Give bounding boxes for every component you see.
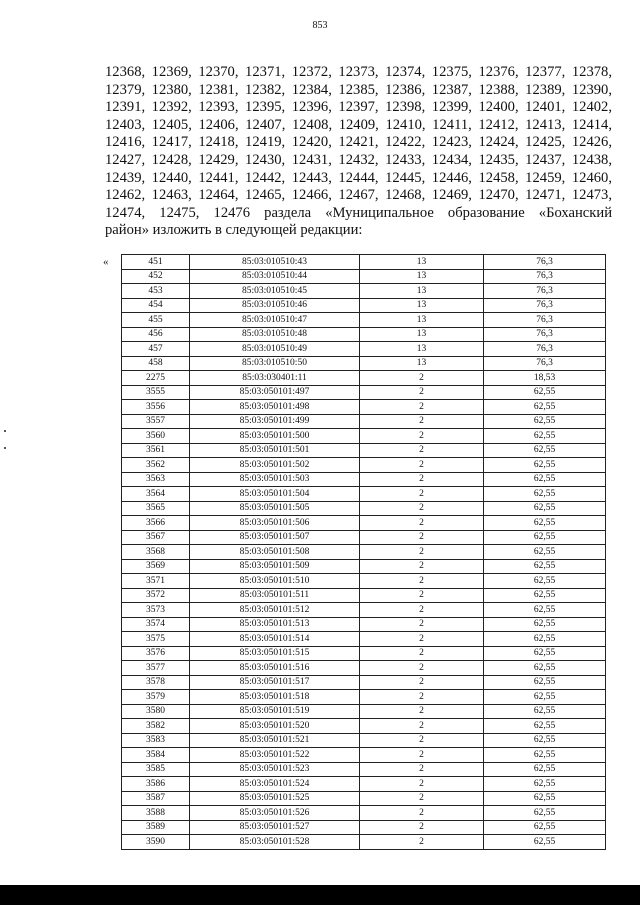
row-number-cell: 3582 bbox=[122, 719, 190, 734]
area-cell: 62,55 bbox=[484, 632, 606, 647]
cadastral-number-cell: 85:03:050101:498 bbox=[190, 400, 360, 415]
cadastral-number-cell: 85:03:050101:514 bbox=[190, 632, 360, 647]
count-cell: 2 bbox=[360, 632, 484, 647]
row-number-cell: 3576 bbox=[122, 646, 190, 661]
area-cell: 62,55 bbox=[484, 501, 606, 516]
area-cell: 62,55 bbox=[484, 675, 606, 690]
cadastral-number-cell: 85:03:010510:50 bbox=[190, 356, 360, 371]
count-cell: 13 bbox=[360, 255, 484, 270]
row-number-cell: 3566 bbox=[122, 516, 190, 531]
count-cell: 2 bbox=[360, 385, 484, 400]
row-number-cell: 3569 bbox=[122, 559, 190, 574]
row-number-cell: 3565 bbox=[122, 501, 190, 516]
row-number-cell: 3568 bbox=[122, 545, 190, 560]
intro-line: 12474, 12475, 12476 раздела «Муниципальное образование «Боханский bbox=[105, 204, 612, 221]
area-cell: 62,55 bbox=[484, 617, 606, 632]
table-body bbox=[122, 255, 606, 850]
table-row bbox=[122, 501, 606, 516]
intro-line: 12416, 12417, 12418, 12419, 12420, 12421, 12422, 12423, 12424, 12425, 12426, bbox=[105, 134, 612, 151]
area-cell: 62,55 bbox=[484, 516, 606, 531]
table-row bbox=[122, 574, 606, 589]
table-row bbox=[122, 516, 606, 531]
area-cell: 62,55 bbox=[484, 748, 606, 763]
area-cell: 62,55 bbox=[484, 400, 606, 415]
count-cell: 2 bbox=[360, 400, 484, 415]
cadastral-number-cell: 85:03:010510:49 bbox=[190, 342, 360, 357]
row-number-cell: 3589 bbox=[122, 820, 190, 835]
row-number-cell: 3577 bbox=[122, 661, 190, 676]
cadastral-number-cell: 85:03:050101:505 bbox=[190, 501, 360, 516]
cadastral-number-cell: 85:03:050101:509 bbox=[190, 559, 360, 574]
cadastral-number-cell: 85:03:050101:518 bbox=[190, 690, 360, 705]
intro-paragraph bbox=[105, 64, 612, 240]
row-number-cell: 456 bbox=[122, 327, 190, 342]
scan-speck bbox=[4, 430, 6, 432]
area-cell: 62,55 bbox=[484, 588, 606, 603]
table-row bbox=[122, 719, 606, 734]
row-number-cell: 3575 bbox=[122, 632, 190, 647]
row-number-cell: 3578 bbox=[122, 675, 190, 690]
intro-line: 12462, 12463, 12464, 12465, 12466, 12467, 12468, 12469, 12470, 12471, 12473, bbox=[105, 187, 612, 204]
table-row bbox=[122, 704, 606, 719]
scan-bottom-edge bbox=[0, 885, 640, 905]
row-number-cell: 3584 bbox=[122, 748, 190, 763]
table-row bbox=[122, 777, 606, 792]
area-cell: 18,53 bbox=[484, 371, 606, 386]
cadastral-number-cell: 85:03:050101:502 bbox=[190, 458, 360, 473]
cadastral-number-cell: 85:03:010510:47 bbox=[190, 313, 360, 328]
cadastral-number-cell: 85:03:050101:504 bbox=[190, 487, 360, 502]
row-number-cell: 3567 bbox=[122, 530, 190, 545]
row-number-cell: 452 bbox=[122, 269, 190, 284]
area-cell: 62,55 bbox=[484, 603, 606, 618]
area-cell: 76,3 bbox=[484, 284, 606, 299]
count-cell: 2 bbox=[360, 371, 484, 386]
intro-line: 12439, 12440, 12441, 12442, 12443, 12444, 12445, 12446, 12458, 12459, 12460, bbox=[105, 169, 612, 186]
table-row bbox=[122, 661, 606, 676]
scan-speck bbox=[4, 447, 6, 449]
table-row bbox=[122, 675, 606, 690]
area-cell: 62,55 bbox=[484, 835, 606, 850]
count-cell: 2 bbox=[360, 733, 484, 748]
area-cell: 62,55 bbox=[484, 733, 606, 748]
row-number-cell: 3556 bbox=[122, 400, 190, 415]
row-number-cell: 3555 bbox=[122, 385, 190, 400]
table-row bbox=[122, 588, 606, 603]
table-row bbox=[122, 762, 606, 777]
row-number-cell: 3564 bbox=[122, 487, 190, 502]
count-cell: 13 bbox=[360, 298, 484, 313]
area-cell: 62,55 bbox=[484, 646, 606, 661]
cadastral-number-cell: 85:03:050101:508 bbox=[190, 545, 360, 560]
table-row bbox=[122, 255, 606, 270]
area-cell: 62,55 bbox=[484, 429, 606, 444]
row-number-cell: 3586 bbox=[122, 777, 190, 792]
table-row bbox=[122, 748, 606, 763]
count-cell: 2 bbox=[360, 414, 484, 429]
count-cell: 2 bbox=[360, 646, 484, 661]
cadastral-number-cell: 85:03:010510:46 bbox=[190, 298, 360, 313]
table-row bbox=[122, 806, 606, 821]
cadastral-number-cell: 85:03:050101:528 bbox=[190, 835, 360, 850]
intro-line: 12427, 12428, 12429, 12430, 12431, 12432, 12433, 12434, 12435, 12437, 12438, bbox=[105, 151, 612, 168]
row-number-cell: 3560 bbox=[122, 429, 190, 444]
cadastral-number-cell: 85:03:050101:521 bbox=[190, 733, 360, 748]
area-cell: 62,55 bbox=[484, 806, 606, 821]
table-row bbox=[122, 429, 606, 444]
area-cell: 62,55 bbox=[484, 777, 606, 792]
count-cell: 2 bbox=[360, 588, 484, 603]
intro-line: 12391, 12392, 12393, 12395, 12396, 12397, 12398, 12399, 12400, 12401, 12402, bbox=[105, 99, 612, 116]
row-number-cell: 3580 bbox=[122, 704, 190, 719]
cadastral-number-cell: 85:03:010510:45 bbox=[190, 284, 360, 299]
cadastral-number-cell: 85:03:050101:520 bbox=[190, 719, 360, 734]
area-cell: 76,3 bbox=[484, 313, 606, 328]
area-cell: 62,55 bbox=[484, 559, 606, 574]
page-number: 853 bbox=[312, 20, 328, 31]
cadastral-number-cell: 85:03:050101:510 bbox=[190, 574, 360, 589]
area-cell: 76,3 bbox=[484, 255, 606, 270]
count-cell: 13 bbox=[360, 269, 484, 284]
intro-line: район» изложить в следующей редакции: bbox=[105, 222, 363, 239]
area-cell: 62,55 bbox=[484, 820, 606, 835]
area-cell: 76,3 bbox=[484, 269, 606, 284]
opening-quote-mark: « bbox=[103, 256, 109, 268]
cadastral-number-cell: 85:03:050101:517 bbox=[190, 675, 360, 690]
cadastral-number-cell: 85:03:050101:499 bbox=[190, 414, 360, 429]
count-cell: 13 bbox=[360, 342, 484, 357]
area-cell: 62,55 bbox=[484, 530, 606, 545]
cadastral-number-cell: 85:03:050101:500 bbox=[190, 429, 360, 444]
table-row bbox=[122, 400, 606, 415]
count-cell: 13 bbox=[360, 313, 484, 328]
table-row bbox=[122, 385, 606, 400]
count-cell: 2 bbox=[360, 530, 484, 545]
cadastral-number-cell: 85:03:050101:523 bbox=[190, 762, 360, 777]
table-row bbox=[122, 269, 606, 284]
area-cell: 62,55 bbox=[484, 661, 606, 676]
count-cell: 2 bbox=[360, 487, 484, 502]
count-cell: 2 bbox=[360, 617, 484, 632]
cadastral-number-cell: 85:03:050101:527 bbox=[190, 820, 360, 835]
row-number-cell: 3572 bbox=[122, 588, 190, 603]
count-cell: 13 bbox=[360, 284, 484, 299]
count-cell: 2 bbox=[360, 762, 484, 777]
cadastral-number-cell: 85:03:050101:516 bbox=[190, 661, 360, 676]
row-number-cell: 3561 bbox=[122, 443, 190, 458]
table-row bbox=[122, 603, 606, 618]
table-row bbox=[122, 835, 606, 850]
row-number-cell: 455 bbox=[122, 313, 190, 328]
count-cell: 2 bbox=[360, 835, 484, 850]
area-cell: 62,55 bbox=[484, 414, 606, 429]
table-row bbox=[122, 487, 606, 502]
area-cell: 62,55 bbox=[484, 545, 606, 560]
row-number-cell: 3563 bbox=[122, 472, 190, 487]
table-row bbox=[122, 690, 606, 705]
cadastral-number-cell: 85:03:050101:513 bbox=[190, 617, 360, 632]
cadastral-number-cell: 85:03:050101:506 bbox=[190, 516, 360, 531]
area-cell: 62,55 bbox=[484, 719, 606, 734]
row-number-cell: 3573 bbox=[122, 603, 190, 618]
count-cell: 2 bbox=[360, 603, 484, 618]
table-row bbox=[122, 646, 606, 661]
count-cell: 2 bbox=[360, 458, 484, 473]
area-cell: 76,3 bbox=[484, 298, 606, 313]
count-cell: 2 bbox=[360, 675, 484, 690]
area-cell: 76,3 bbox=[484, 327, 606, 342]
area-cell: 62,55 bbox=[484, 385, 606, 400]
count-cell: 13 bbox=[360, 327, 484, 342]
intro-line: 12368, 12369, 12370, 12371, 12372, 12373, 12374, 12375, 12376, 12377, 12378, bbox=[105, 64, 612, 80]
table-row bbox=[122, 356, 606, 371]
cadastral-number-cell: 85:03:050101:524 bbox=[190, 777, 360, 792]
cadastral-number-cell: 85:03:050101:501 bbox=[190, 443, 360, 458]
count-cell: 2 bbox=[360, 429, 484, 444]
table-row bbox=[122, 371, 606, 386]
cadastral-number-cell: 85:03:030401:11 bbox=[190, 371, 360, 386]
area-cell: 62,55 bbox=[484, 574, 606, 589]
cadastral-number-cell: 85:03:050101:519 bbox=[190, 704, 360, 719]
row-number-cell: 453 bbox=[122, 284, 190, 299]
area-cell: 62,55 bbox=[484, 472, 606, 487]
area-cell: 62,55 bbox=[484, 458, 606, 473]
count-cell: 2 bbox=[360, 806, 484, 821]
cadastral-number-cell: 85:03:010510:43 bbox=[190, 255, 360, 270]
table-row bbox=[122, 791, 606, 806]
table-row bbox=[122, 298, 606, 313]
intro-line: 12379, 12380, 12381, 12382, 12384, 12385, 12386, 12387, 12388, 12389, 12390, bbox=[105, 81, 612, 98]
table-row bbox=[122, 632, 606, 647]
area-cell: 76,3 bbox=[484, 342, 606, 357]
row-number-cell: 3562 bbox=[122, 458, 190, 473]
cadastral-number-cell: 85:03:010510:44 bbox=[190, 269, 360, 284]
area-cell: 62,55 bbox=[484, 443, 606, 458]
cadastral-number-cell: 85:03:050101:511 bbox=[190, 588, 360, 603]
cadastral-number-cell: 85:03:050101:526 bbox=[190, 806, 360, 821]
row-number-cell: 3579 bbox=[122, 690, 190, 705]
count-cell: 2 bbox=[360, 690, 484, 705]
count-cell: 13 bbox=[360, 356, 484, 371]
table-row bbox=[122, 530, 606, 545]
row-number-cell: 454 bbox=[122, 298, 190, 313]
count-cell: 2 bbox=[360, 748, 484, 763]
count-cell: 2 bbox=[360, 545, 484, 560]
table-row bbox=[122, 284, 606, 299]
table-row bbox=[122, 617, 606, 632]
table-row bbox=[122, 327, 606, 342]
cadastral-number-cell: 85:03:010510:48 bbox=[190, 327, 360, 342]
data-table bbox=[121, 254, 606, 850]
count-cell: 2 bbox=[360, 719, 484, 734]
area-cell: 62,55 bbox=[484, 487, 606, 502]
table-row bbox=[122, 458, 606, 473]
intro-line: 12403, 12405, 12406, 12407, 12408, 12409, 12410, 12411, 12412, 12413, 12414, bbox=[105, 116, 612, 133]
row-number-cell: 3587 bbox=[122, 791, 190, 806]
row-number-cell: 457 bbox=[122, 342, 190, 357]
table-row bbox=[122, 733, 606, 748]
count-cell: 2 bbox=[360, 516, 484, 531]
row-number-cell: 3571 bbox=[122, 574, 190, 589]
row-number-cell: 3590 bbox=[122, 835, 190, 850]
table-row bbox=[122, 313, 606, 328]
count-cell: 2 bbox=[360, 777, 484, 792]
row-number-cell: 458 bbox=[122, 356, 190, 371]
cadastral-number-cell: 85:03:050101:512 bbox=[190, 603, 360, 618]
cadastral-number-cell: 85:03:050101:525 bbox=[190, 791, 360, 806]
table-row bbox=[122, 472, 606, 487]
table-row bbox=[122, 342, 606, 357]
cadastral-number-cell: 85:03:050101:515 bbox=[190, 646, 360, 661]
row-number-cell: 3588 bbox=[122, 806, 190, 821]
row-number-cell: 2275 bbox=[122, 371, 190, 386]
cadastral-number-cell: 85:03:050101:497 bbox=[190, 385, 360, 400]
row-number-cell: 3585 bbox=[122, 762, 190, 777]
table-row bbox=[122, 820, 606, 835]
count-cell: 2 bbox=[360, 559, 484, 574]
count-cell: 2 bbox=[360, 791, 484, 806]
row-number-cell: 3583 bbox=[122, 733, 190, 748]
table-row bbox=[122, 414, 606, 429]
area-cell: 62,55 bbox=[484, 791, 606, 806]
row-number-cell: 451 bbox=[122, 255, 190, 270]
count-cell: 2 bbox=[360, 661, 484, 676]
count-cell: 2 bbox=[360, 443, 484, 458]
area-cell: 62,55 bbox=[484, 762, 606, 777]
table-row bbox=[122, 443, 606, 458]
area-cell: 62,55 bbox=[484, 690, 606, 705]
cadastral-number-cell: 85:03:050101:503 bbox=[190, 472, 360, 487]
area-cell: 76,3 bbox=[484, 356, 606, 371]
row-number-cell: 3574 bbox=[122, 617, 190, 632]
table-row bbox=[122, 545, 606, 560]
row-number-cell: 3557 bbox=[122, 414, 190, 429]
cadastral-number-cell: 85:03:050101:507 bbox=[190, 530, 360, 545]
count-cell: 2 bbox=[360, 820, 484, 835]
table-row bbox=[122, 559, 606, 574]
count-cell: 2 bbox=[360, 501, 484, 516]
count-cell: 2 bbox=[360, 472, 484, 487]
area-cell: 62,55 bbox=[484, 704, 606, 719]
count-cell: 2 bbox=[360, 574, 484, 589]
cadastral-number-cell: 85:03:050101:522 bbox=[190, 748, 360, 763]
count-cell: 2 bbox=[360, 704, 484, 719]
